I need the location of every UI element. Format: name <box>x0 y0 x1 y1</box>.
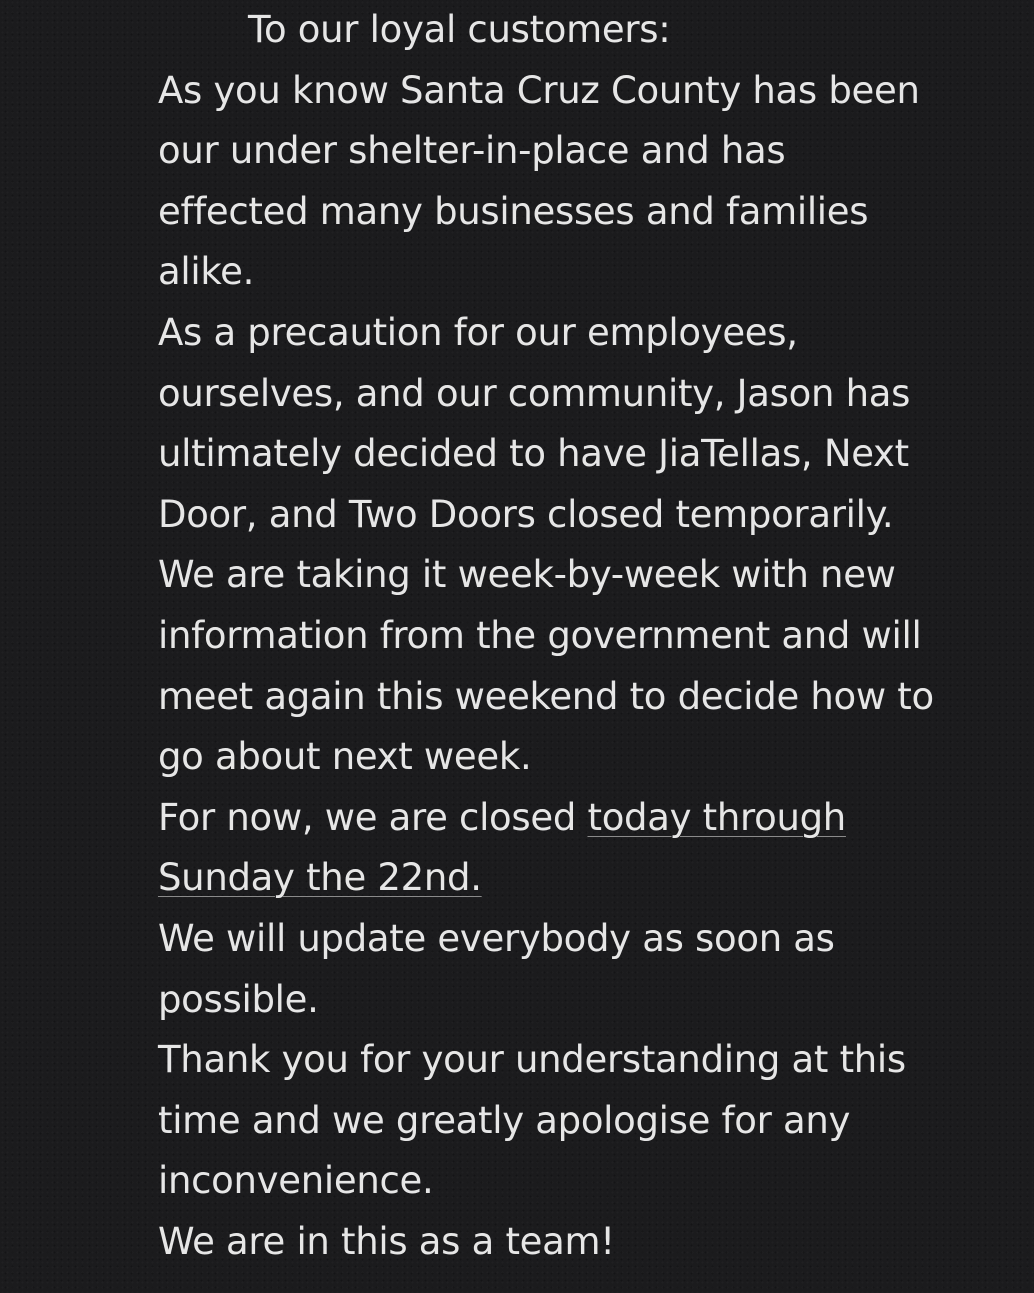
paragraph-1-line-3: effected many businesses and families <box>158 189 869 233</box>
paragraph-5-line-2: possible. <box>158 977 319 1021</box>
paragraph-1-line-2: our under shelter-in-place and has <box>158 129 786 173</box>
paragraph-6-line-2: time and we greatly apologise for any <box>158 1098 851 1142</box>
paragraph-2-line-4: Door, and Two Doors closed temporarily. <box>158 492 894 536</box>
closure-dates-underlined-1: today through <box>587 795 846 839</box>
closure-dates-underlined-2: Sunday the 22nd. <box>158 856 482 900</box>
paragraph-5-line-1: We will update everybody as soon as <box>158 916 835 960</box>
paragraph-3-line-1: We are taking it week-by-week with new <box>158 553 896 597</box>
paragraph-4-line-1 <box>158 788 1018 849</box>
closure-prefix: For now, we are closed <box>158 795 588 839</box>
paragraph-3-line-4: go about next week. <box>158 735 532 779</box>
paragraph-3-line-2: information from the government and will <box>158 613 922 657</box>
paragraph-4-line-2 <box>158 848 1018 909</box>
paragraph-6-line-1: Thank you for your understanding at this <box>158 1038 906 1082</box>
paragraph-2-line-2: ourselves, and our community, Jason has <box>158 371 911 415</box>
notice-text <box>158 0 1018 1272</box>
paragraph-1-line-1: As you know Santa Cruz County has been <box>158 68 920 112</box>
paragraph-3-line-3: meet again this weekend to decide how to <box>158 674 934 718</box>
paragraph-1-line-4: alike. <box>158 250 255 294</box>
paragraph-2-line-1: As a precaution for our employees, <box>158 310 798 354</box>
closing-line: We are in this as a team! <box>158 1219 615 1263</box>
paragraph-6-line-3: inconvenience. <box>158 1159 434 1203</box>
greeting-line: To our loyal customers: <box>248 8 671 51</box>
paragraph-2-line-3: ultimately decided to have JiaTellas, Next <box>158 432 909 476</box>
